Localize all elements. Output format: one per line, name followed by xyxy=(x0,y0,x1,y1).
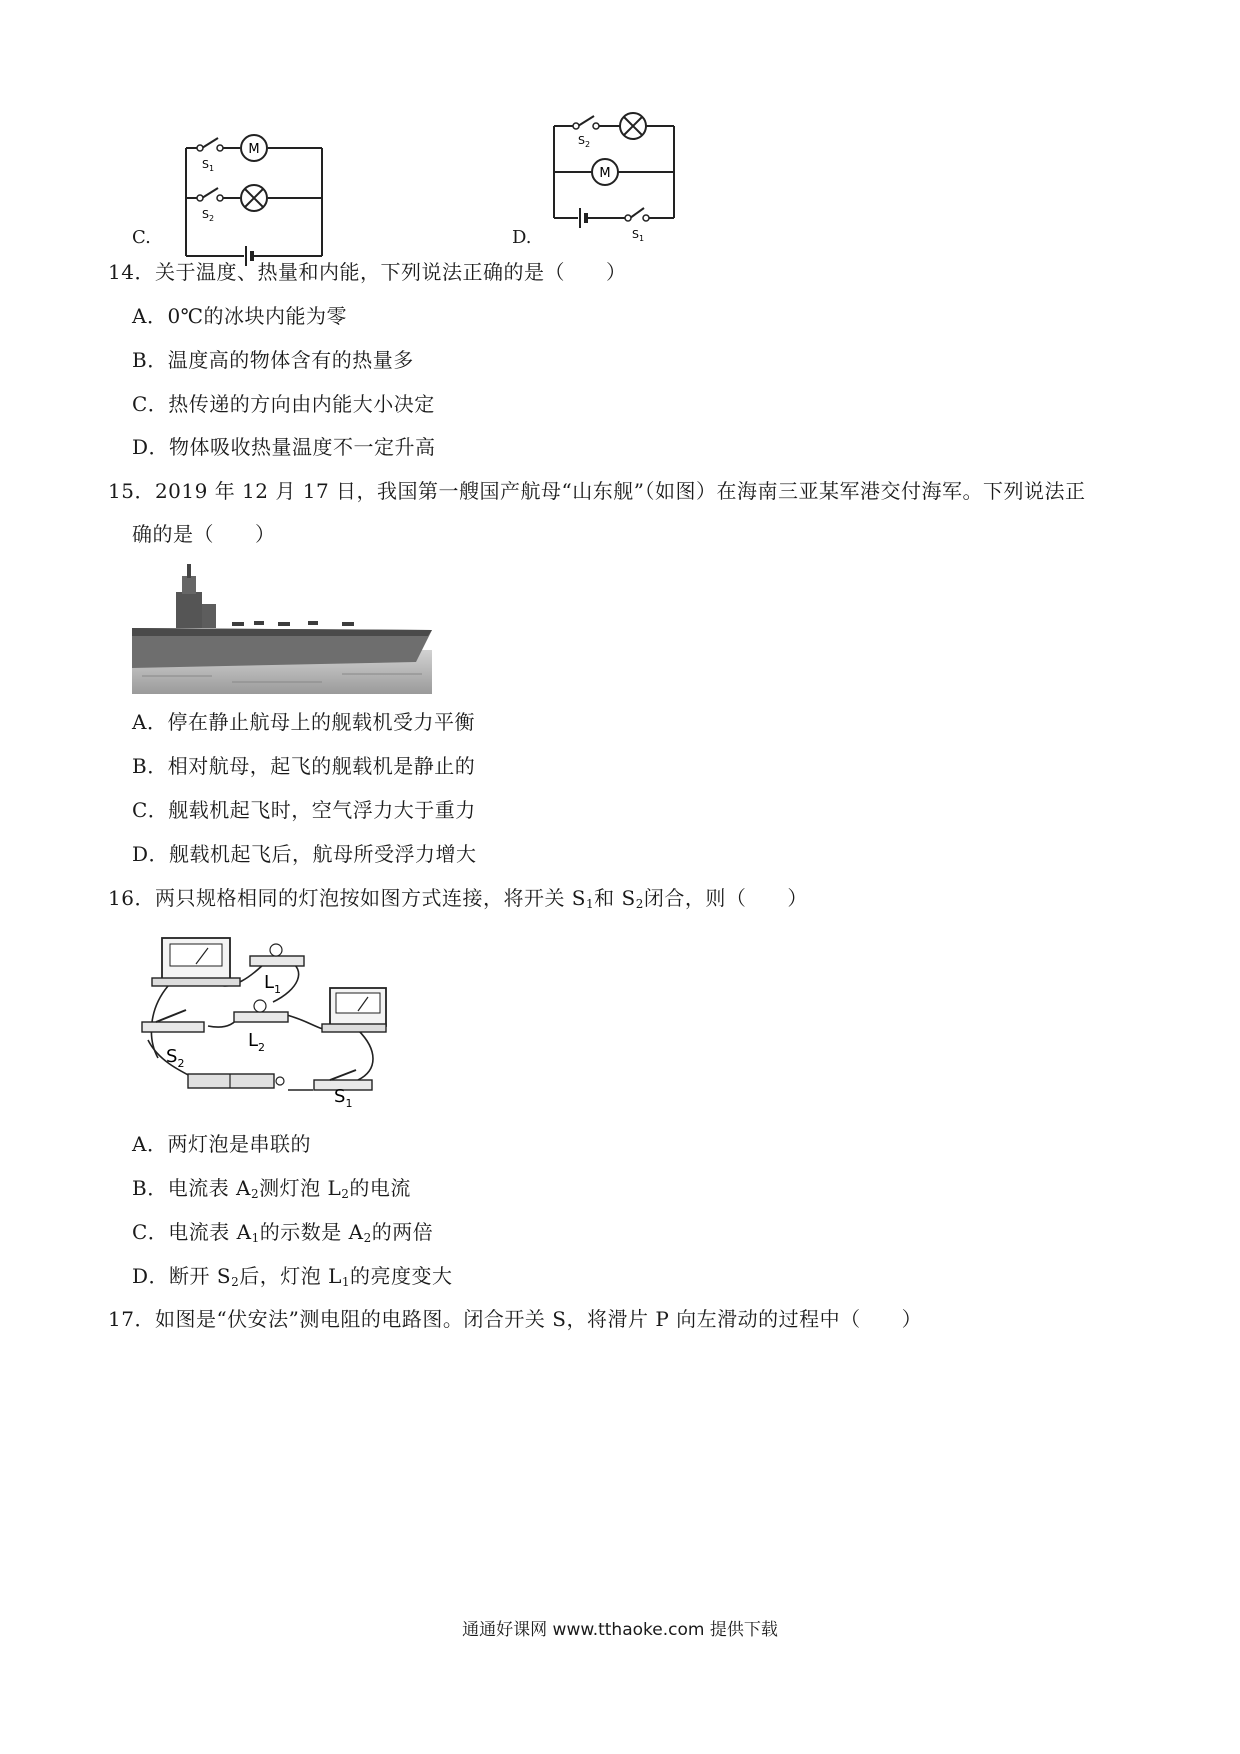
lamp-symbol xyxy=(620,113,646,139)
question-16-option-a: A．两灯泡是串联的 xyxy=(132,1132,311,1156)
lamp-l1-label: $L_1$ xyxy=(264,972,282,996)
battery-symbol xyxy=(580,208,586,228)
question-16-stem: 16．两只规格相同的灯泡按如图方式连接，将开关 $S_1$和 $S_2$闭合，则（ ） xyxy=(108,886,808,911)
motor-label: M xyxy=(599,166,611,181)
question-14-option-b: B．温度高的物体含有的热量多 xyxy=(132,348,414,372)
aircraft-carrier-photo xyxy=(132,558,432,694)
question-15-stem-line2: 确的是（ ） xyxy=(132,522,276,546)
physical-circuit-figure xyxy=(138,930,388,1108)
ammeter-a1 xyxy=(152,938,240,986)
question-17-stem: 17．如图是“伏安法”测电阻的电路图。闭合开关 S，将滑片 P 向左滑动的过程中（ ） xyxy=(108,1307,923,1331)
ammeter-a2 xyxy=(322,988,386,1032)
lamp-l1 xyxy=(250,944,304,966)
lamp-symbol xyxy=(241,185,267,211)
lamp-l2-label: $L_2$ xyxy=(248,1030,266,1054)
question-14-option-d: D．物体吸收热量温度不一定升高 xyxy=(132,435,436,459)
option-label-d: D. xyxy=(512,227,532,248)
circuit-diagram-d xyxy=(548,108,688,246)
question-16-option-d: D．断开 $S_2$后，灯泡 $L_1$的亮度变大 xyxy=(132,1264,453,1289)
question-15-stem-line1: 15．2019 年 12 月 17 日，我国第一艘国产航母“山东舰”（如图）在海南三亚某军港交付海军。下列说法正 xyxy=(108,479,1086,503)
switch-s2-label: $S_2$ xyxy=(578,134,591,149)
battery-holder xyxy=(188,1074,284,1088)
option-label-c: C. xyxy=(132,227,151,248)
question-14-stem: 14．关于温度、热量和内能，下列说法正确的是（ ） xyxy=(108,260,627,284)
question-14-option-c: C．热传递的方向由内能大小决定 xyxy=(132,392,435,416)
question-15-option-b: B．相对航母，起飞的舰载机是静止的 xyxy=(132,754,476,778)
switch-s2-label: $S_2$ xyxy=(202,208,215,223)
question-15-option-a: A．停在静止航母上的舰载机受力平衡 xyxy=(132,710,475,734)
lamp-l2 xyxy=(234,1000,288,1022)
question-16-option-c: C．电流表 $A_1$的示数是 $A_2$的两倍 xyxy=(132,1220,434,1245)
switch-s2 xyxy=(142,1010,204,1032)
question-14-option-a: A．0℃的冰块内能为零 xyxy=(132,304,348,328)
switch-s1-label: $S_1$ xyxy=(202,158,215,173)
motor-label: M xyxy=(248,142,260,157)
circuit-diagram-c xyxy=(170,128,330,268)
switch-s1-label: $S_1$ xyxy=(632,228,645,243)
switch-s1-label: $S_1$ xyxy=(334,1086,353,1108)
question-15-option-c: C．舰载机起飞时，空气浮力大于重力 xyxy=(132,798,476,822)
question-15-option-d: D．舰载机起飞后，航母所受浮力增大 xyxy=(132,842,477,866)
switch-s2-label: $S_2$ xyxy=(166,1046,185,1070)
page-footer: 通通好课网 www.tthaoke.com 提供下载 xyxy=(462,1620,778,1640)
question-16-option-b: B．电流表 $A_2$测灯泡 $L_2$的电流 xyxy=(132,1176,411,1201)
